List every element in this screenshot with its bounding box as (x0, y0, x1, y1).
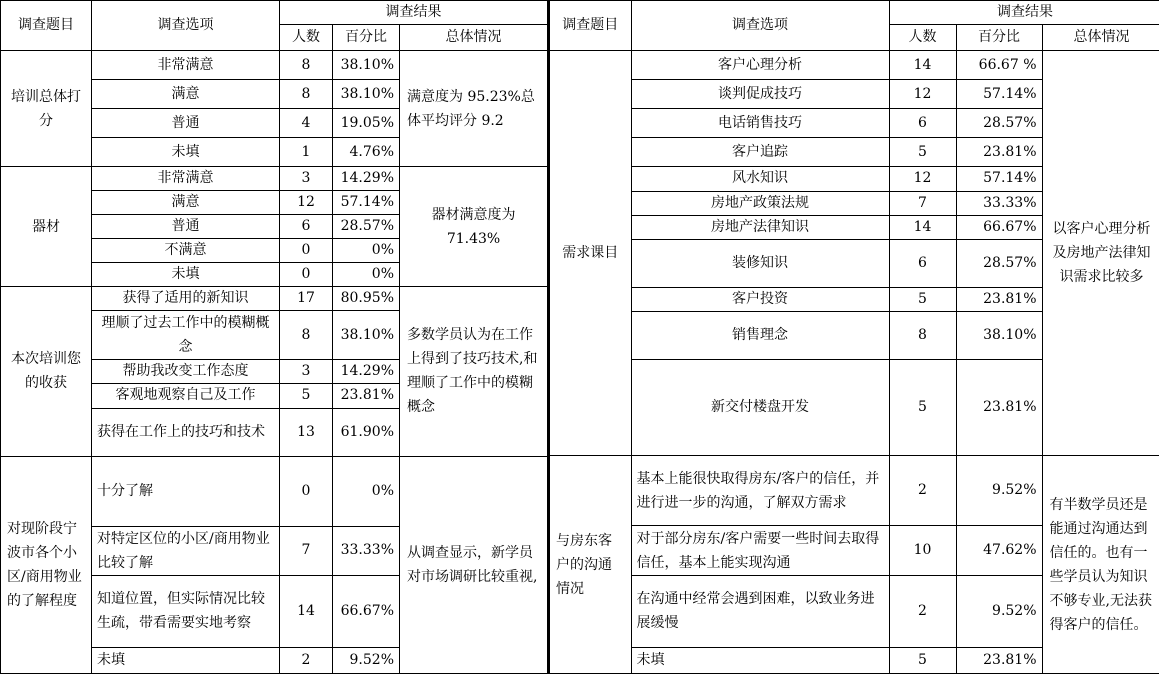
percent-cell: 28.57% (333, 215, 400, 239)
percent-cell: 80.95% (333, 287, 400, 311)
option-cell: 非常满意 (92, 167, 280, 191)
count-cell: 14 (889, 51, 956, 80)
count-cell: 8 (280, 51, 333, 80)
table-row (1, 167, 548, 191)
option-cell: 知道位置，但实际情况比较生疏，带看需要实地考察 (92, 575, 280, 647)
percent-cell: 23.81% (956, 287, 1042, 311)
percent-cell: 66.67% (333, 575, 400, 647)
summary-cell: 多数学员认为在工作上得到了技巧技术,和理顺了工作中的模糊概念 (400, 287, 548, 456)
option-cell: 房地产法律知识 (631, 215, 889, 239)
option-cell: 满意 (92, 191, 280, 215)
summary-cell: 满意度为 95.23%总体平均评分 9.2 (400, 51, 548, 167)
percent-cell: 0% (333, 456, 400, 526)
header-count: 人数 (280, 25, 333, 51)
option-cell: 获得了适用的新知识 (92, 287, 280, 311)
option-cell: 装修知识 (631, 239, 889, 287)
header-overall: 总体情况 (1042, 25, 1159, 51)
count-cell: 2 (889, 456, 956, 526)
topic-cell: 器材 (1, 167, 92, 287)
option-cell: 在沟通中经常会遇到困难，以致业务进展缓慢 (631, 575, 889, 647)
percent-cell: 14.29% (333, 167, 400, 191)
summary-cell: 以客户心理分析及房地产法律知识需求比较多 (1042, 51, 1159, 456)
option-cell: 新交付楼盘开发 (631, 359, 889, 455)
count-cell: 0 (280, 239, 333, 263)
count-cell: 6 (280, 215, 333, 239)
survey-table-right (548, 0, 1159, 674)
table-row (549, 456, 1159, 526)
option-cell: 电话销售技巧 (631, 109, 889, 138)
header-topic: 调查题目 (549, 1, 631, 51)
count-cell: 4 (280, 109, 333, 138)
option-cell: 普通 (92, 215, 280, 239)
topic-cell: 对现阶段宁波市各个小区/商用物业的了解程度 (1, 456, 92, 673)
option-cell: 未填 (631, 647, 889, 673)
count-cell: 13 (280, 408, 333, 456)
summary-cell: 从调查显示，新学员对市场调研比较重视, (400, 456, 548, 673)
table-row (549, 51, 1159, 80)
option-cell: 客观地观察自己及工作 (92, 384, 280, 408)
percent-cell: 23.81% (956, 359, 1042, 455)
option-cell: 满意 (92, 80, 280, 109)
percent-cell: 14.29% (333, 360, 400, 384)
count-cell: 3 (280, 167, 333, 191)
count-cell: 14 (280, 575, 333, 647)
header-percent: 百分比 (956, 25, 1042, 51)
option-cell: 风水知识 (631, 167, 889, 191)
count-cell: 2 (280, 647, 333, 673)
percent-cell: 0% (333, 263, 400, 287)
percent-cell: 23.81% (956, 138, 1042, 167)
percent-cell: 33.33% (333, 526, 400, 575)
percent-cell: 61.90% (333, 408, 400, 456)
option-cell: 对于部分房东/客户需要一些时间去取得信任，基本上能实现沟通 (631, 526, 889, 575)
option-cell: 客户投资 (631, 287, 889, 311)
count-cell: 17 (280, 287, 333, 311)
count-cell: 10 (889, 526, 956, 575)
count-cell: 14 (889, 215, 956, 239)
table-row (1, 287, 548, 311)
percent-cell: 9.52% (333, 647, 400, 673)
topic-cell: 本次培训您的收获 (1, 287, 92, 456)
count-cell: 8 (889, 311, 956, 359)
count-cell: 5 (889, 138, 956, 167)
header-count: 人数 (889, 25, 956, 51)
option-cell: 客户追踪 (631, 138, 889, 167)
percent-cell: 4.76% (333, 138, 400, 167)
count-cell: 7 (280, 526, 333, 575)
count-cell: 12 (280, 191, 333, 215)
summary-cell: 有半数学员还是能通过沟通达到信任的。也有一些学员认为知识不够专业,无法获得客户的信任。 (1042, 456, 1159, 674)
count-cell: 5 (889, 287, 956, 311)
option-cell: 房地产政策法规 (631, 191, 889, 215)
option-cell: 基本上能很快取得房东/客户的信任，并进行进一步的沟通，了解双方需求 (631, 456, 889, 526)
percent-cell: 9.52% (956, 456, 1042, 526)
option-cell: 普通 (92, 109, 280, 138)
header-option: 调查选项 (631, 1, 889, 51)
summary-cell: 器材满意度为71.43% (400, 167, 548, 287)
option-cell: 十分了解 (92, 456, 280, 526)
option-cell: 帮助我改变工作态度 (92, 360, 280, 384)
count-cell: 5 (889, 359, 956, 455)
header-result: 调查结果 (280, 1, 548, 25)
count-cell: 6 (889, 239, 956, 287)
table-row (1, 456, 548, 526)
count-cell: 8 (280, 311, 333, 360)
percent-cell: 57.14% (333, 191, 400, 215)
count-cell: 3 (280, 360, 333, 384)
percent-cell: 57.14% (956, 80, 1042, 109)
header-option: 调查选项 (92, 1, 280, 51)
percent-cell: 0% (333, 239, 400, 263)
count-cell: 0 (280, 263, 333, 287)
option-cell: 不满意 (92, 239, 280, 263)
option-cell: 谈判促成技巧 (631, 80, 889, 109)
percent-cell: 19.05% (333, 109, 400, 138)
count-cell: 5 (280, 384, 333, 408)
header-topic: 调查题目 (1, 1, 92, 51)
topic-cell: 与房东客户的沟通情况 (549, 456, 631, 674)
option-cell: 对特定区位的小区/商用物业比较了解 (92, 526, 280, 575)
percent-cell: 28.57% (956, 239, 1042, 287)
option-cell: 未填 (92, 138, 280, 167)
count-cell: 2 (889, 575, 956, 647)
percent-cell: 9.52% (956, 575, 1042, 647)
count-cell: 7 (889, 191, 956, 215)
topic-cell: 需求课目 (549, 51, 631, 456)
percent-cell: 23.81% (333, 384, 400, 408)
percent-cell: 28.57% (956, 109, 1042, 138)
percent-cell: 66.67% (956, 215, 1042, 239)
percent-cell: 23.81% (956, 647, 1042, 673)
option-cell: 未填 (92, 647, 280, 673)
percent-cell: 38.10% (333, 311, 400, 360)
count-cell: 5 (889, 647, 956, 673)
count-cell: 1 (280, 138, 333, 167)
percent-cell: 38.10% (333, 51, 400, 80)
option-cell: 客户心理分析 (631, 51, 889, 80)
percent-cell: 38.10% (956, 311, 1042, 359)
percent-cell: 66.67 % (956, 51, 1042, 80)
count-cell: 6 (889, 109, 956, 138)
percent-cell: 33.33% (956, 191, 1042, 215)
option-cell: 销售理念 (631, 311, 889, 359)
table-row (1, 51, 548, 80)
count-cell: 8 (280, 80, 333, 109)
topic-cell: 培训总体打分 (1, 51, 92, 167)
count-cell: 12 (889, 80, 956, 109)
survey-table-left (0, 0, 548, 674)
count-cell: 0 (280, 456, 333, 526)
percent-cell: 38.10% (333, 80, 400, 109)
header-overall: 总体情况 (400, 25, 548, 51)
header-percent: 百分比 (333, 25, 400, 51)
option-cell: 非常满意 (92, 51, 280, 80)
percent-cell: 47.62% (956, 526, 1042, 575)
option-cell: 获得在工作上的技巧和技术 (92, 408, 280, 456)
count-cell: 12 (889, 167, 956, 191)
option-cell: 理顺了过去工作中的模糊概念 (92, 311, 280, 360)
percent-cell: 57.14% (956, 167, 1042, 191)
header-result: 调查结果 (889, 1, 1159, 25)
option-cell: 未填 (92, 263, 280, 287)
